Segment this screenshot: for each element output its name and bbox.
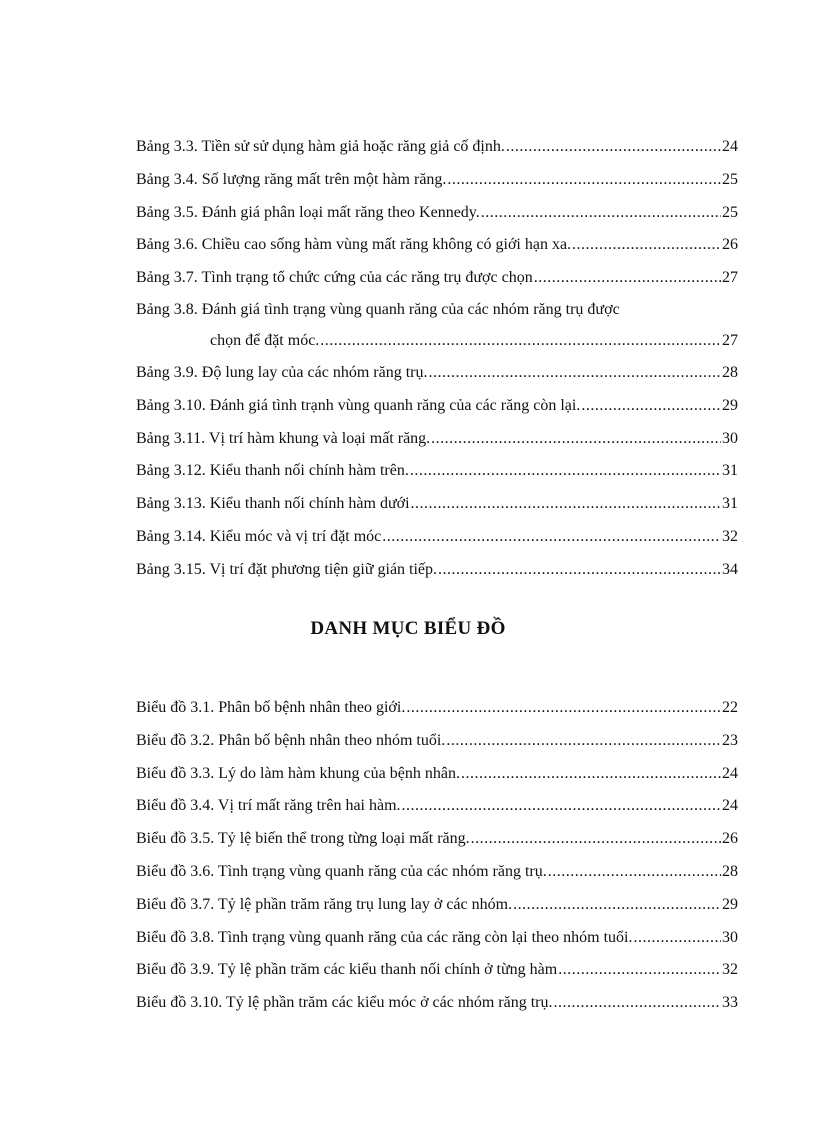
toc-entry-page: 27 — [722, 331, 738, 349]
dot-leader — [446, 725, 721, 758]
dot-leader — [438, 554, 721, 587]
toc-entry-label: Bảng 3.4. Số lượng răng mất trên một hàm răng. — [136, 170, 447, 188]
toc-entry-page: 30 — [722, 928, 738, 946]
toc-entry-page: 25 — [722, 203, 738, 221]
toc-entry-label: Biểu đồ 3.8. Tình trạng vùng quanh răng của các răng còn lại theo nhóm tuổi. — [136, 928, 633, 946]
toc-entry — [136, 889, 738, 922]
toc-entry — [136, 423, 738, 456]
toc-entry — [136, 262, 738, 295]
toc-entry — [136, 131, 738, 164]
toc-entry-page: 24 — [722, 797, 738, 815]
toc-entry-page: 28 — [722, 862, 738, 880]
dot-leader — [506, 131, 721, 164]
toc-entry-page: 33 — [722, 994, 738, 1012]
dot-leader — [513, 889, 721, 922]
dot-leader — [410, 455, 721, 488]
toc-entry-page: 22 — [722, 699, 738, 716]
dot-leader — [581, 390, 721, 423]
toc-entry-page: 31 — [722, 462, 738, 480]
dot-leader — [320, 325, 721, 357]
toc-entry-page: 34 — [722, 560, 738, 578]
toc-entry-page: 29 — [722, 396, 738, 414]
toc-entry — [136, 197, 738, 230]
toc-entry-page: 26 — [722, 830, 738, 848]
toc-entry-label: Bảng 3.10. Đánh giá tình trạnh vùng quanh răng của các răng còn lại. — [136, 396, 581, 414]
dot-leader — [402, 790, 721, 823]
toc-entry-label: Biểu đồ 3.10. Tỷ lệ phần trăm các kiểu móc ở các nhóm răng trụ. — [136, 994, 553, 1012]
dot-leader — [411, 488, 721, 521]
toc-entry — [136, 521, 738, 554]
toc-entry — [136, 758, 738, 791]
toc-entry-label: Biểu đồ 3.7. Tỷ lệ phần trăm răng trụ lung lay ở các nhóm. — [136, 895, 513, 913]
dot-leader — [382, 521, 721, 554]
toc-entry — [136, 954, 738, 987]
dot-leader — [471, 823, 721, 856]
toc-entry-label: Bảng 3.13. Kiểu thanh nối chính hàm dưới — [136, 495, 410, 513]
toc-entry-page: 31 — [722, 495, 738, 513]
toc-entry-label: Bảng 3.11. Vị trí hàm khung và loại mất răng. — [136, 429, 431, 447]
toc-entry-page: 28 — [722, 363, 738, 381]
toc-entry — [136, 295, 738, 357]
toc-entry-label: Biểu đồ 3.4. Vị trí mất răng trên hai hàm. — [136, 797, 401, 815]
toc-entry-label: Bảng 3.9. Độ lung lay của các nhóm răng trụ. — [136, 363, 428, 381]
toc-entry-page: 26 — [722, 236, 738, 254]
dot-leader — [548, 856, 721, 889]
list-of-charts — [136, 692, 738, 1020]
toc-entry-label: Biểu đồ 3.1. Phân bố bệnh nhân theo giới. — [136, 699, 406, 716]
dot-leader — [572, 229, 721, 262]
toc-entry-label: Biểu đồ 3.5. Tỷ lệ biến thể trong từng loại mất răng. — [136, 830, 470, 848]
toc-entry — [136, 790, 738, 823]
list-of-charts-heading: DANH MỤC BIỂU ĐỒ — [310, 618, 506, 639]
dot-leader — [431, 423, 721, 456]
toc-entry-label: Bảng 3.5. Đánh giá phân loại mất răng theo Kennedy. — [136, 203, 480, 221]
toc-entry-label: Biểu đồ 3.6. Tình trạng vùng quanh răng của các nhóm răng trụ. — [136, 862, 547, 880]
toc-entry — [136, 488, 738, 521]
toc-entry — [136, 455, 738, 488]
toc-entry-label: Bảng 3.6. Chiều cao sống hàm vùng mất răng không có giới hạn xa. — [136, 236, 572, 254]
toc-entry-page: 25 — [722, 170, 738, 188]
toc-entry-page: 32 — [722, 961, 738, 979]
dot-leader — [534, 262, 721, 295]
toc-entry-label: Bảng 3.3. Tiền sử sử dụng hàm giả hoặc răng giả cố định. — [136, 138, 505, 155]
toc-entry — [136, 164, 738, 197]
dot-leader — [447, 164, 721, 197]
dot-leader — [553, 987, 721, 1020]
dot-leader — [406, 692, 721, 725]
toc-entry-label: Bảng 3.15. Vị trí đặt phương tiện giữ gián tiếp. — [136, 560, 438, 578]
toc-entry — [136, 922, 738, 955]
toc-entry-page: 24 — [722, 138, 738, 155]
toc-entry — [136, 823, 738, 856]
toc-entry — [136, 856, 738, 889]
toc-entry-label: Biểu đồ 3.3. Lý do làm hàm khung của bệnh nhân. — [136, 764, 460, 782]
toc-entry-continuation — [136, 325, 738, 357]
toc-entry-page: 24 — [722, 764, 738, 782]
toc-entry — [136, 390, 738, 423]
toc-entry — [136, 692, 738, 725]
toc-entry-page: 27 — [722, 269, 738, 287]
dot-leader — [481, 197, 721, 230]
dot-leader — [633, 922, 721, 955]
toc-entry — [136, 229, 738, 262]
toc-entry — [136, 725, 738, 758]
toc-entry-label-continued: chọn để đặt móc. — [210, 331, 320, 349]
toc-entry-page: 23 — [722, 731, 738, 749]
dot-leader — [558, 954, 721, 987]
toc-entry-page: 32 — [722, 527, 738, 545]
toc-entry — [136, 554, 738, 587]
dot-leader — [428, 357, 721, 390]
toc-entry-label: Biểu đồ 3.2. Phân bố bệnh nhân theo nhóm tuổi. — [136, 731, 446, 749]
list-of-tables — [136, 131, 738, 587]
toc-entry-label: Biểu đồ 3.9. Tỷ lệ phần trăm các kiểu thanh nối chính ở từng hàm — [136, 961, 558, 979]
toc-entry-label: Bảng 3.14. Kiểu móc và vị trí đặt móc — [136, 527, 382, 545]
toc-entry — [136, 357, 738, 390]
toc-entry-label: Bảng 3.12. Kiểu thanh nối chính hàm trên. — [136, 462, 409, 480]
toc-entry — [136, 987, 738, 1020]
toc-entry-label: Bảng 3.8. Đánh giá tình trạng vùng quanh răng của các nhóm răng trụ được — [136, 300, 620, 318]
toc-entry-page: 30 — [722, 429, 738, 447]
toc-entry-label: Bảng 3.7. Tình trạng tổ chức cứng của các răng trụ được chọn — [136, 269, 533, 287]
toc-entry-page: 29 — [722, 895, 738, 913]
dot-leader — [461, 758, 721, 791]
